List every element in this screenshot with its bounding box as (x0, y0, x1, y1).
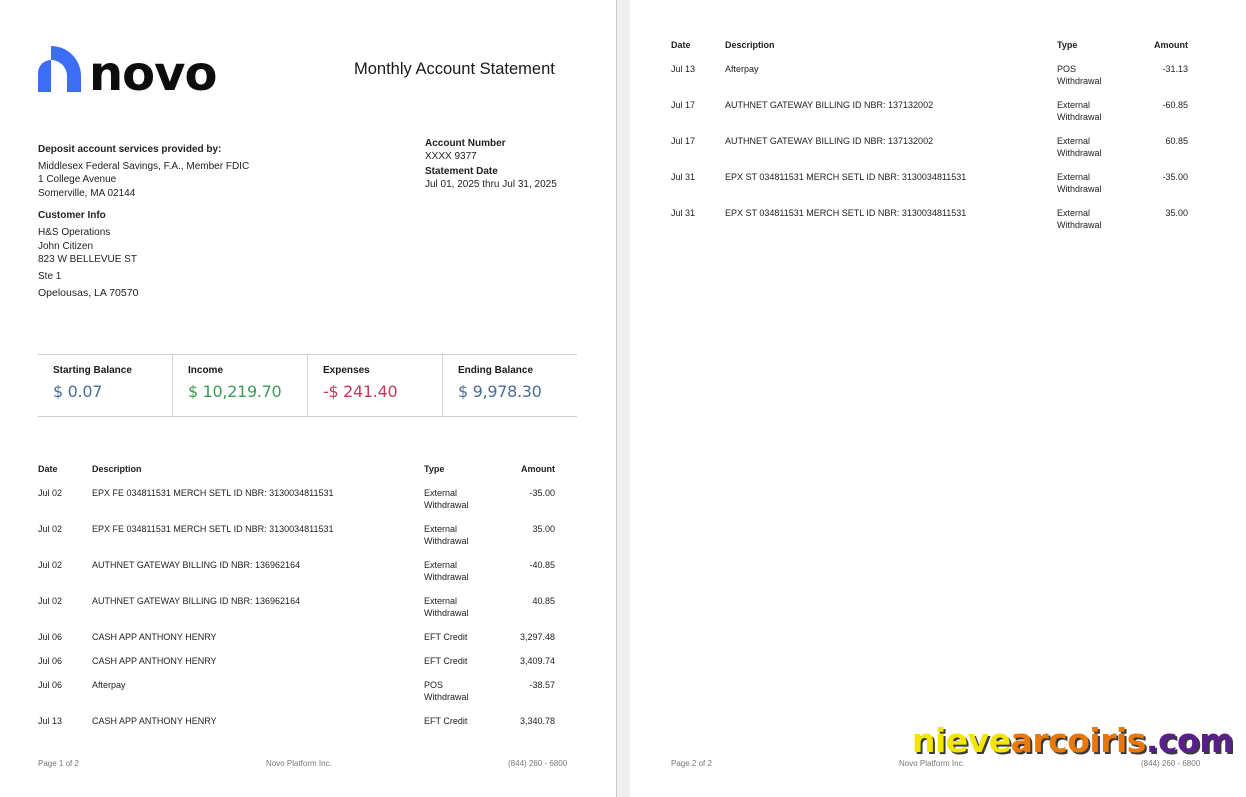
column-header-type: Type (424, 464, 445, 474)
table-header (38, 464, 555, 476)
cell-date: Jul 02 (38, 560, 63, 570)
cell-date: Jul 31 (671, 172, 696, 182)
cell-amount: 3,340.78 (519, 716, 555, 726)
cell-date: Jul 02 (38, 596, 63, 606)
cell-type: POS Withdrawal (1057, 64, 1102, 86)
cell-description: Afterpay (725, 64, 759, 74)
table-row (38, 548, 555, 584)
footer-phone: (844) 260 - 6800 (1141, 759, 1201, 768)
summary-label: Ending Balance (458, 365, 534, 376)
cell-type: EFT Credit (424, 632, 468, 642)
table-row (38, 668, 555, 704)
bank-city-line: Somerville, MA 02144 (38, 187, 136, 199)
cell-type: EFT Credit (424, 716, 468, 726)
cell-date: Jul 06 (38, 680, 63, 690)
cell-date: Jul 31 (671, 208, 696, 218)
customer-suite: Ste 1 (38, 270, 62, 282)
cell-amount: 35.00 (1165, 208, 1188, 218)
cell-type: External Withdrawal (1057, 172, 1102, 194)
cell-amount: 60.85 (1165, 136, 1188, 146)
cell-date: Jul 17 (671, 136, 696, 146)
footer-page-number: Page 1 of 2 (38, 759, 79, 768)
column-header-description: Description (92, 464, 142, 474)
bank-address-line: 1 College Avenue (38, 174, 117, 185)
summary-expenses (307, 355, 442, 416)
cell-description: AUTHNET GATEWAY BILLING ID NBR: 136962164 (92, 560, 301, 570)
cell-type: External Withdrawal (424, 596, 469, 618)
cell-type: EFT Credit (424, 656, 468, 666)
bank-info-heading: Deposit account services provided by: (38, 144, 222, 155)
cell-amount: 35.00 (532, 524, 555, 534)
cell-type: External Withdrawal (1057, 136, 1102, 158)
bank-name: Middlesex Federal Savings, F.A., Member FDIC (38, 160, 250, 172)
table-row (38, 644, 555, 668)
column-header-amount: Amount (1154, 40, 1188, 50)
watermark (912, 721, 1233, 761)
cell-amount: -35.00 (529, 488, 555, 498)
column-header-date: Date (671, 40, 691, 50)
summary-label: Income (188, 365, 224, 376)
transactions-table (38, 464, 555, 728)
table-row (671, 124, 1188, 160)
cell-description: AUTHNET GATEWAY BILLING ID NBR: 136962164 (92, 596, 301, 606)
table-row (671, 160, 1188, 196)
table-header (671, 40, 1188, 52)
summary-value: $ 0.07 (53, 382, 103, 401)
table-row (671, 196, 1188, 232)
account-info (425, 137, 557, 193)
cell-date: Jul 13 (38, 716, 63, 726)
column-header-description: Description (725, 40, 775, 50)
page-separator (616, 0, 631, 797)
cell-date: Jul 02 (38, 524, 63, 534)
cell-amount: 40.85 (532, 596, 555, 606)
column-header-date: Date (38, 464, 58, 474)
summary-label: Expenses (323, 365, 370, 376)
cell-type: External Withdrawal (424, 488, 469, 510)
column-header-amount: Amount (521, 464, 555, 474)
summary-label: Starting Balance (53, 365, 132, 376)
footer-company: Novo Platform Inc. (266, 759, 332, 768)
cell-amount: -35.00 (1162, 172, 1188, 182)
footer-phone: (844) 260 - 6800 (508, 759, 568, 768)
cell-description: Afterpay (92, 680, 126, 690)
cell-amount: -38.57 (529, 680, 555, 690)
table-row (38, 512, 555, 548)
table-row (38, 704, 555, 728)
table-row (671, 52, 1188, 88)
watermark-part: .com (1145, 721, 1234, 760)
cell-description: EPX FE 034811531 MERCH SETL ID NBR: 3130034811531 (92, 488, 334, 498)
cell-description: EPX ST 034811531 MERCH SETL ID NBR: 3130034811531 (725, 172, 967, 182)
cell-description: CASH APP ANTHONY HENRY (92, 656, 217, 666)
novo-logo (38, 44, 217, 102)
table-row (671, 88, 1188, 124)
summary-income (172, 355, 307, 416)
balance-summary (38, 354, 577, 417)
cell-description: EPX ST 034811531 MERCH SETL ID NBR: 3130034811531 (725, 208, 967, 218)
cell-type: POS Withdrawal (424, 680, 469, 702)
summary-ending-balance (442, 355, 577, 416)
cell-date: Jul 13 (671, 64, 696, 74)
novo-arch-icon (38, 46, 81, 92)
summary-value: $ 10,219.70 (188, 382, 282, 401)
cell-amount: -40.85 (529, 560, 555, 570)
customer-company: H&S Operations (38, 227, 111, 238)
cell-amount: -31.13 (1162, 64, 1188, 74)
account-number: XXXX 9377 (425, 151, 477, 162)
customer-name: John Citizen (38, 240, 94, 252)
summary-value: -$ 241.40 (323, 382, 398, 401)
customer-info-heading: Customer Info (38, 210, 106, 221)
customer-street: 823 W BELLEVUE ST (38, 254, 137, 265)
transactions-table-continued (671, 40, 1188, 232)
bank-info (38, 143, 249, 200)
customer-city: Opelousas, LA 70570 (38, 287, 139, 299)
footer-page-number: Page 2 of 2 (671, 759, 712, 768)
statement-date-range: Jul 01, 2025 thru Jul 31, 2025 (425, 179, 557, 190)
cell-date: Jul 06 (38, 656, 63, 666)
cell-description: AUTHNET GATEWAY BILLING ID NBR: 137132002 (725, 136, 934, 146)
column-header-type: Type (1057, 40, 1078, 50)
summary-value: $ 9,978.30 (458, 382, 542, 401)
logo-wordmark: novo (89, 46, 217, 102)
cell-date: Jul 17 (671, 100, 696, 110)
cell-date: Jul 06 (38, 632, 63, 642)
account-number-label: Account Number (425, 138, 506, 149)
cell-type: External Withdrawal (1057, 208, 1102, 230)
customer-info (38, 209, 138, 301)
statement-date-label: Statement Date (425, 166, 498, 177)
statement-page-1 (0, 0, 617, 797)
cell-description: CASH APP ANTHONY HENRY (92, 716, 217, 726)
cell-type: External Withdrawal (424, 560, 469, 582)
summary-starting-balance (38, 355, 172, 416)
cell-description: CASH APP ANTHONY HENRY (92, 632, 217, 642)
table-row (38, 476, 555, 512)
table-row (38, 584, 555, 620)
table-row (38, 620, 555, 644)
statement-title: Monthly Account Statement (354, 60, 555, 78)
cell-amount: -60.85 (1162, 100, 1188, 110)
watermark-part: nieve (912, 721, 1011, 760)
cell-amount: 3,297.48 (519, 632, 555, 642)
cell-type: External Withdrawal (1057, 100, 1102, 122)
cell-amount: 3,409.74 (519, 656, 555, 666)
footer-company: Novo Platform Inc. (899, 759, 965, 768)
cell-description: EPX FE 034811531 MERCH SETL ID NBR: 3130034811531 (92, 524, 334, 534)
watermark-part: arcoiris (1010, 721, 1146, 760)
cell-type: External Withdrawal (424, 524, 469, 546)
cell-date: Jul 02 (38, 488, 63, 498)
cell-description: AUTHNET GATEWAY BILLING ID NBR: 137132002 (725, 100, 934, 110)
